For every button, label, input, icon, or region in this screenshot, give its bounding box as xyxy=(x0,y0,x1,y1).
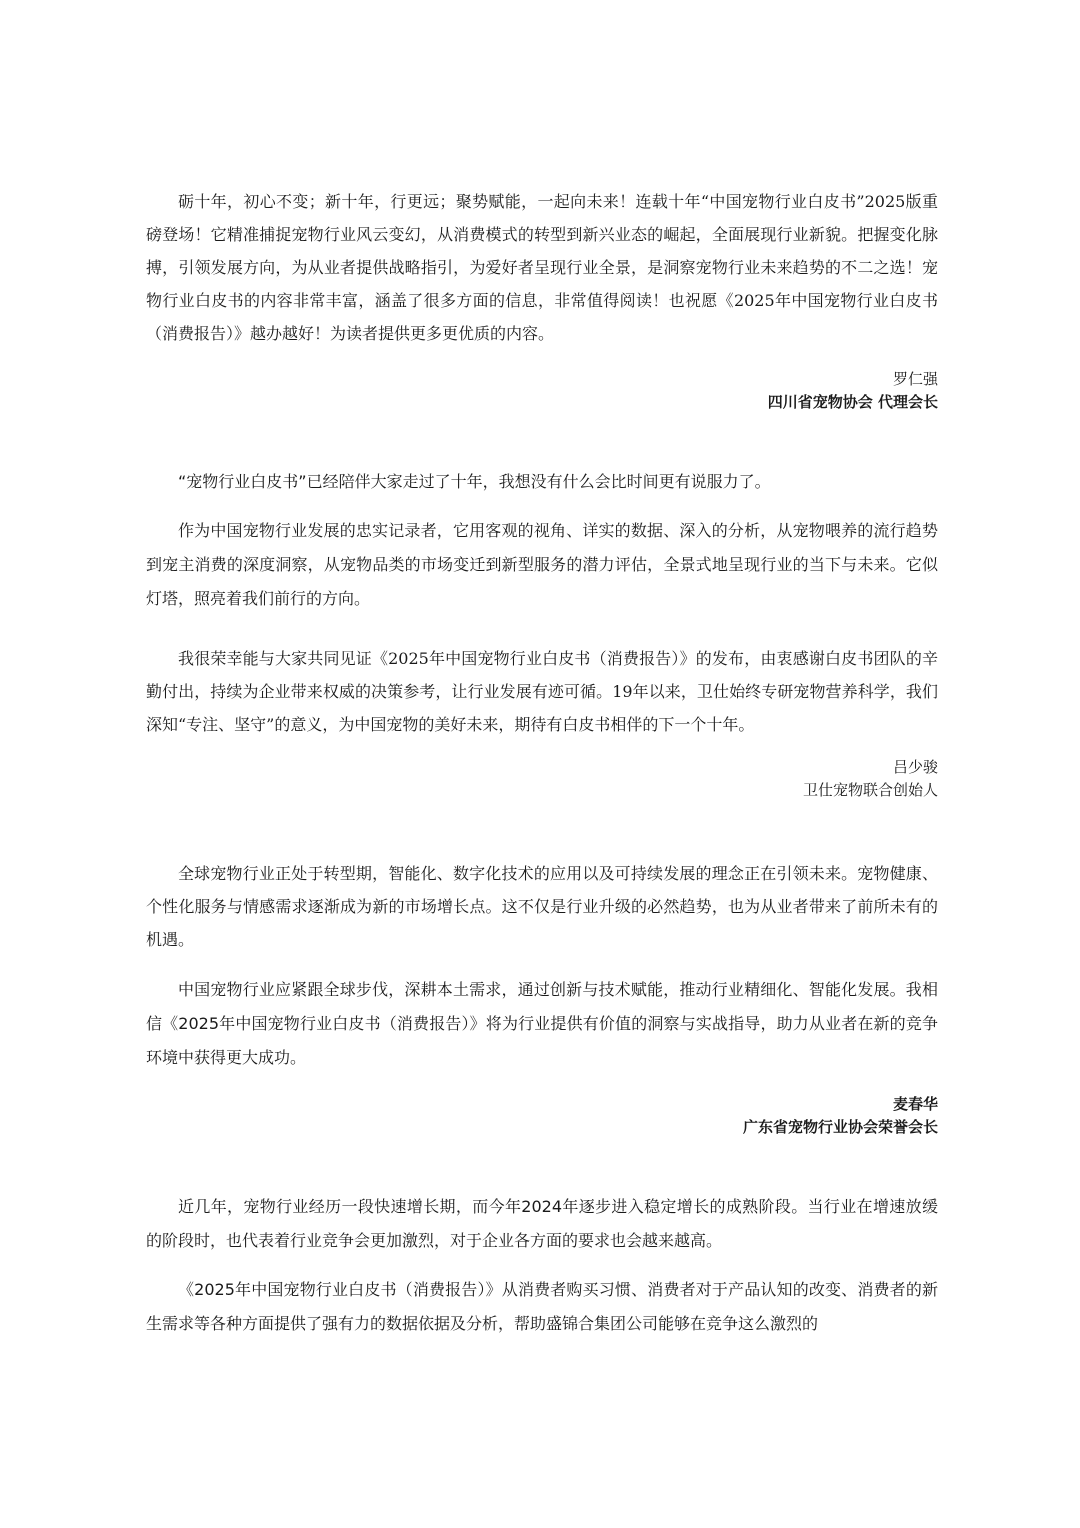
endorsement-section-3 xyxy=(146,857,938,956)
paragraph: 中国宠物行业应紧跟全球步伐，深耕本土需求，通过创新与技术赋能，推动行业精细化、智能化发展。我相信《2025年中国宠物行业白皮书（消费报告）》将为行业提供有价值的洞察与实战指导，助力从业者在新的竞争环境中获得更大成功。 xyxy=(146,980,938,1067)
signature-name: 吕少骏 xyxy=(892,758,938,776)
paragraph: 《2025年中国宠物行业白皮书（消费报告）》从消费者购买习惯、消费者对于产品认知的改变、消费者的新生需求等各种方面提供了强有力的数据依据及分析，帮助盛锦合集团公司能够在竞争这么激烈的 xyxy=(146,1280,938,1333)
paragraph: 作为中国宠物行业发展的忠实记录者，它用客观的视角、详实的数据、深入的分析，从宠物喂养的流行趋势到宠主消费的深度洞察，从宠物品类的市场变迁到新型服务的潜力评估，全景式地呈现行业的当下与未来。它似灯塔，照亮着我们前行的方向。 xyxy=(146,521,938,608)
signature-block-2 xyxy=(803,756,938,802)
paragraph: 全球宠物行业正处于转型期，智能化、数字化技术的应用以及可持续发展的理念正在引领未来。宠物健康、个性化服务与情感需求逐渐成为新的市场增长点。这不仅是行业升级的必然趋势，也为从业者带来了前所未有的机遇。 xyxy=(146,864,938,949)
signature-name: 罗仁强 xyxy=(892,370,938,388)
signature-title: 卫仕宠物联合创始人 xyxy=(802,781,938,799)
endorsement-section-2 xyxy=(146,465,938,616)
signature-name: 麦春华 xyxy=(892,1095,938,1113)
signature-title: 四川省宠物协会 代理会长 xyxy=(767,393,938,411)
paragraph: 我很荣幸能与大家共同见证《2025年中国宠物行业白皮书（消费报告）》的发布，由衷感谢白皮书团队的辛勤付出，持续为企业带来权威的决策参考，让行业发展有迹可循。19年以来，卫仕始终专研宠物营养科学，我们深知“专注、坚守”的意义，为中国宠物的美好未来，期待有白皮书相伴的下一个十年。 xyxy=(146,649,938,734)
paragraph: 近几年，宠物行业经历一段快速增长期，而今年2024年逐步进入稳定增长的成熟阶段。当行业在增速放缓的阶段时，也代表着行业竞争会更加激烈，对于企业各方面的要求也会越来越高。 xyxy=(146,1197,938,1250)
endorsement-section-1 xyxy=(146,185,938,350)
endorsement-section-4 xyxy=(146,1190,938,1341)
signature-title: 广东省宠物行业协会荣誉会长 xyxy=(742,1118,938,1136)
endorsement-section-2-continued xyxy=(146,642,938,741)
paragraph: 砺十年，初心不变；新十年，行更远；聚势赋能，一起向未来！连载十年“中国宠物行业白皮书”2025版重磅登场！它精准捕捉宠物行业风云变幻，从消费模式的转型到新兴业态的崛起，全面展现行业新貌。把握变化脉搏，引领发展方向，为从业者提供战略指引，为爱好者呈现行业全景，是洞察宠物行业未来趋势的不二之选！宠物行业白皮书的内容非常丰富，涵盖了很多方面的信息，非常值得阅读！也祝愿《2025年中国宠物行业白皮书（消费报告）》越办越好！为读者提供更多更优质的内容。 xyxy=(146,192,938,343)
signature-block-1 xyxy=(768,368,938,414)
paragraph: “宠物行业白皮书”已经陪伴大家走过了十年，我想没有什么会比时间更有说服力了。 xyxy=(178,472,771,491)
endorsement-section-3-continued xyxy=(146,973,938,1075)
signature-block-3 xyxy=(743,1093,938,1139)
